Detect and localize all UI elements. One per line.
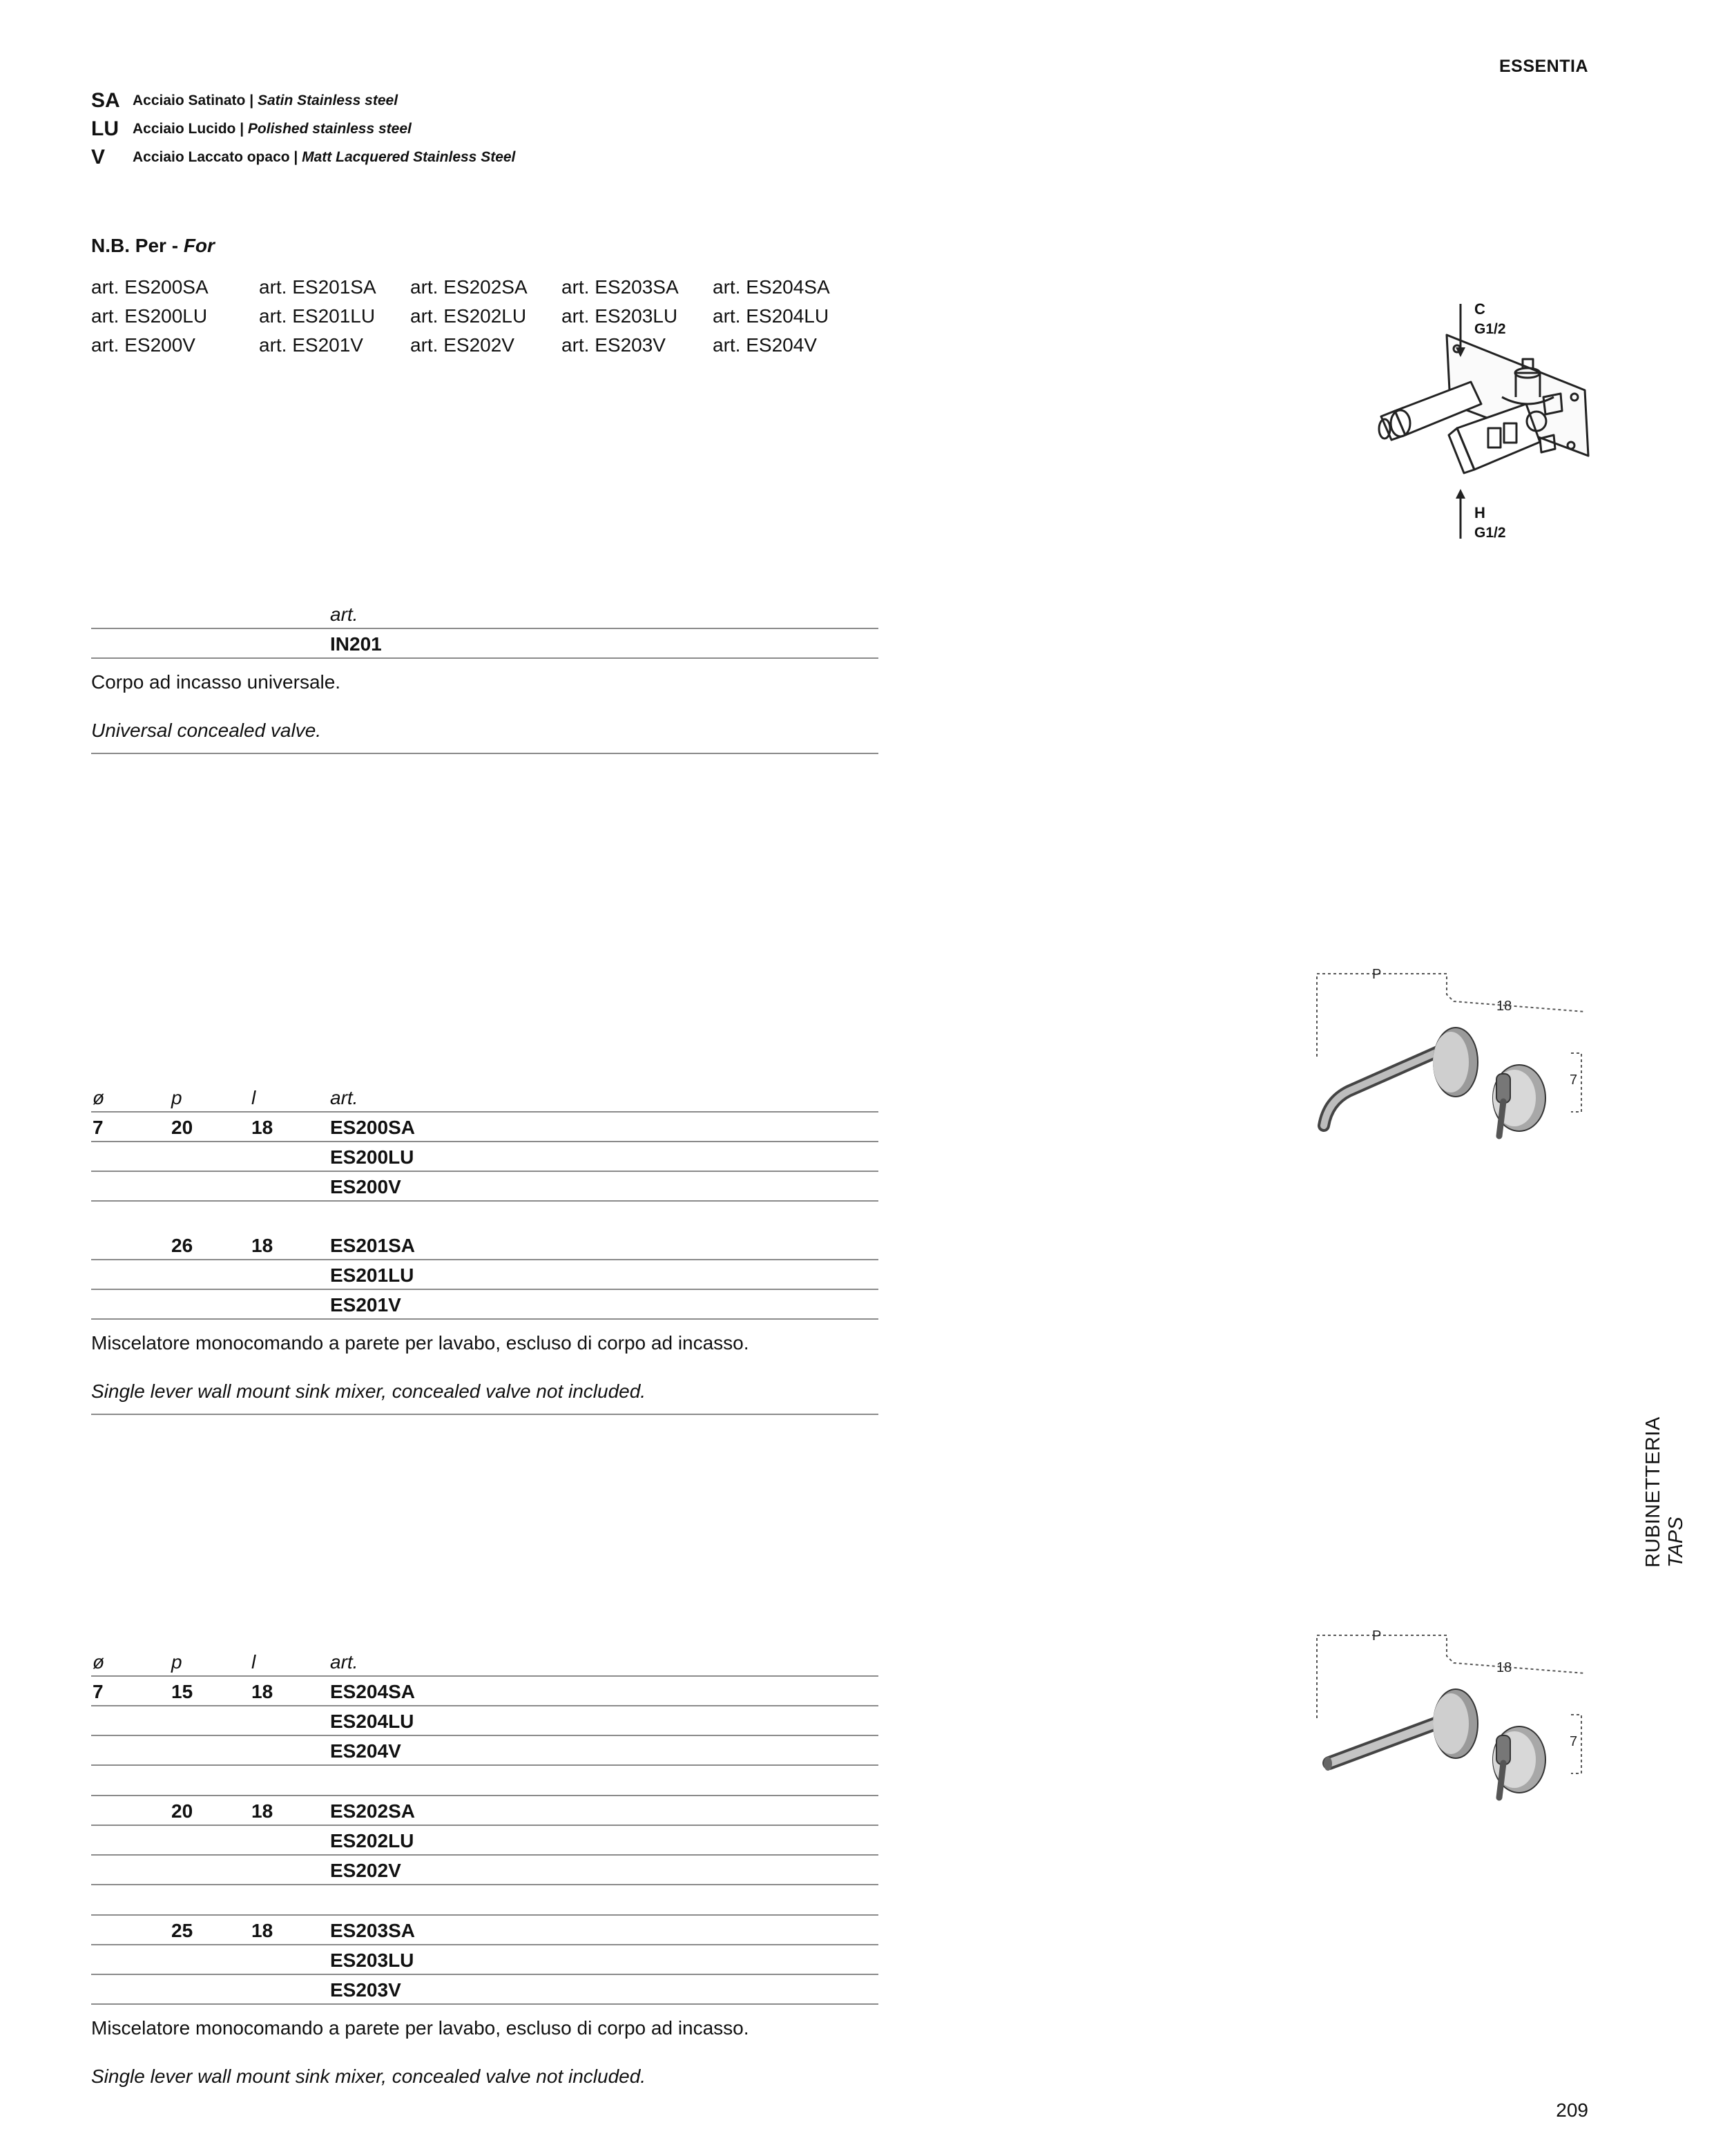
compatible-article: art. ES200SA: [91, 276, 209, 298]
table-row: [91, 1231, 878, 1260]
article-code: ES202LU: [330, 1830, 414, 1851]
table-row: [91, 1677, 878, 1706]
compatible-article: art. ES201SA: [259, 276, 376, 298]
cell-depth: 20: [171, 1117, 193, 1138]
description-it: Miscelatore monocomando a parete per lavabo, escluso di corpo ad incasso.: [91, 1332, 749, 1354]
col-header-l: l: [251, 1087, 256, 1108]
diameter-label: 7: [1570, 1072, 1578, 1088]
finish-desc: Acciaio Satinato | Satin Stainless steel: [133, 92, 398, 108]
col-header-art: art.: [330, 604, 358, 625]
cold-label: C: [1474, 300, 1485, 318]
compatible-article: art. ES201LU: [259, 305, 376, 327]
table-row: [91, 1260, 878, 1290]
article-code: ES202V: [330, 1860, 401, 1881]
length-label: 18: [1496, 1660, 1512, 1675]
divider: [91, 753, 878, 754]
depth-label: P: [1372, 967, 1382, 982]
section-curved-mixer: [91, 1083, 878, 1415]
concealed-valve-drawing: [1353, 293, 1602, 549]
table-row: [91, 629, 878, 659]
cell-depth: 20: [171, 1800, 193, 1822]
table-row: [91, 1796, 878, 1826]
table-row: [91, 1113, 878, 1142]
hot-label: H: [1474, 504, 1485, 521]
cell-length: 18: [251, 1800, 273, 1822]
table-header-row: [91, 1083, 878, 1113]
depth-label: P: [1372, 1628, 1382, 1644]
finish-desc: Acciaio Lucido | Polished stainless steel: [133, 120, 412, 137]
cell-depth: 25: [171, 1920, 193, 1941]
table-row: [91, 1736, 878, 1766]
article-code: ES203V: [330, 1979, 401, 2001]
article-code: ES201V: [330, 1294, 401, 1316]
description-it: Miscelatore monocomando a parete per lavabo, escluso di corpo ad incasso.: [91, 2017, 749, 2039]
col-header-p: p: [171, 1087, 182, 1108]
table-row: [91, 1290, 878, 1320]
table-row: [91, 1706, 878, 1736]
compatible-article: art. ES201V: [259, 334, 363, 356]
compatible-article: art. ES204SA: [713, 276, 830, 298]
compatible-article: art. ES202SA: [410, 276, 528, 298]
article-code: ES200LU: [330, 1146, 414, 1168]
article-code: ES201SA: [330, 1235, 415, 1256]
finish-desc: Acciaio Laccato opaco | Matt Lacquered Stainless Steel: [133, 148, 516, 165]
finish-legend: [91, 86, 515, 171]
category-label-it: RUBINETTERIA: [1642, 1416, 1664, 1568]
table-row: [91, 1916, 878, 1945]
diameter-label: 7: [1570, 1734, 1578, 1749]
cold-thread: G1/2: [1474, 321, 1506, 337]
compatible-article: art. ES200LU: [91, 305, 208, 327]
article-code: ES200V: [330, 1176, 401, 1197]
description-it: Corpo ad incasso universale.: [91, 671, 341, 693]
article-code: ES201LU: [330, 1264, 414, 1286]
section-straight-mixer: [91, 1647, 878, 2089]
finish-code: LU: [91, 117, 119, 140]
article-code: ES203SA: [330, 1920, 415, 1941]
table-header-row: [91, 599, 878, 629]
nb-title: N.B. Per - For: [91, 235, 215, 256]
col-header-p: p: [171, 1651, 182, 1673]
page-number: 209: [1556, 2099, 1588, 2121]
description-en: Single lever wall mount sink mixer, concealed valve not included.: [91, 2066, 646, 2087]
compatible-article: art. ES202V: [410, 334, 514, 356]
description-en: Universal concealed valve.: [91, 720, 322, 741]
article-code: ES203LU: [330, 1950, 414, 1971]
compatible-article: art. ES200V: [91, 334, 195, 356]
compatible-article: art. ES204LU: [713, 305, 829, 327]
finish-row: [91, 115, 515, 143]
category-side-label: [1642, 1416, 1688, 1568]
cell-diameter: 7: [93, 1681, 104, 1702]
finish-row: [91, 143, 515, 171]
divider: [91, 1414, 878, 1415]
table-row: [91, 1142, 878, 1172]
section-concealed-valve: [91, 599, 878, 754]
cell-length: 18: [251, 1920, 273, 1941]
article-code: ES204LU: [330, 1711, 414, 1732]
table-header-row: [91, 1647, 878, 1677]
compatible-article: art. ES203V: [561, 334, 666, 356]
length-label: 18: [1496, 999, 1512, 1014]
cell-length: 18: [251, 1117, 273, 1138]
cell-depth: 26: [171, 1235, 193, 1256]
col-header-art: art.: [330, 1651, 358, 1673]
finish-code: SA: [91, 88, 120, 112]
table-row: [91, 1945, 878, 1975]
table-row: [91, 1826, 878, 1856]
description-en: Single lever wall mount sink mixer, concealed valve not included.: [91, 1380, 646, 1402]
table-row: [91, 1856, 878, 1885]
article-code: ES200SA: [330, 1117, 415, 1138]
article-code: ES204V: [330, 1740, 401, 1762]
cell-length: 18: [251, 1681, 273, 1702]
col-header-d: ø: [93, 1651, 105, 1673]
hot-thread: G1/2: [1474, 525, 1506, 541]
table-spacer: [91, 1766, 878, 1796]
brand-header: ESSENTIA: [1498, 57, 1588, 76]
article-code: ES202SA: [330, 1800, 415, 1822]
finish-row: [91, 86, 515, 115]
col-header-l: l: [251, 1651, 256, 1673]
compatible-article: art. ES204V: [713, 334, 817, 356]
table-spacer: [91, 1885, 878, 1916]
col-header-d: ø: [93, 1087, 105, 1108]
cell-diameter: 7: [93, 1117, 104, 1138]
category-label-en: TAPS: [1665, 1517, 1687, 1568]
article-code: IN201: [330, 633, 382, 655]
compatible-article: art. ES203LU: [561, 305, 678, 327]
mixer-drawing-straight: [1309, 1621, 1599, 1829]
cell-length: 18: [251, 1235, 273, 1256]
table-row: [91, 1975, 878, 2005]
col-header-art: art.: [330, 1087, 358, 1108]
cell-depth: 15: [171, 1681, 193, 1702]
finish-code: V: [91, 145, 106, 169]
compatible-article: art. ES202LU: [410, 305, 527, 327]
compatible-articles-grid: [91, 276, 864, 356]
mixer-drawing-curved: [1309, 960, 1599, 1167]
article-code: ES204SA: [330, 1681, 415, 1702]
compatible-article: art. ES203SA: [561, 276, 679, 298]
table-spacer: [91, 1202, 878, 1231]
table-row: [91, 1172, 878, 1202]
